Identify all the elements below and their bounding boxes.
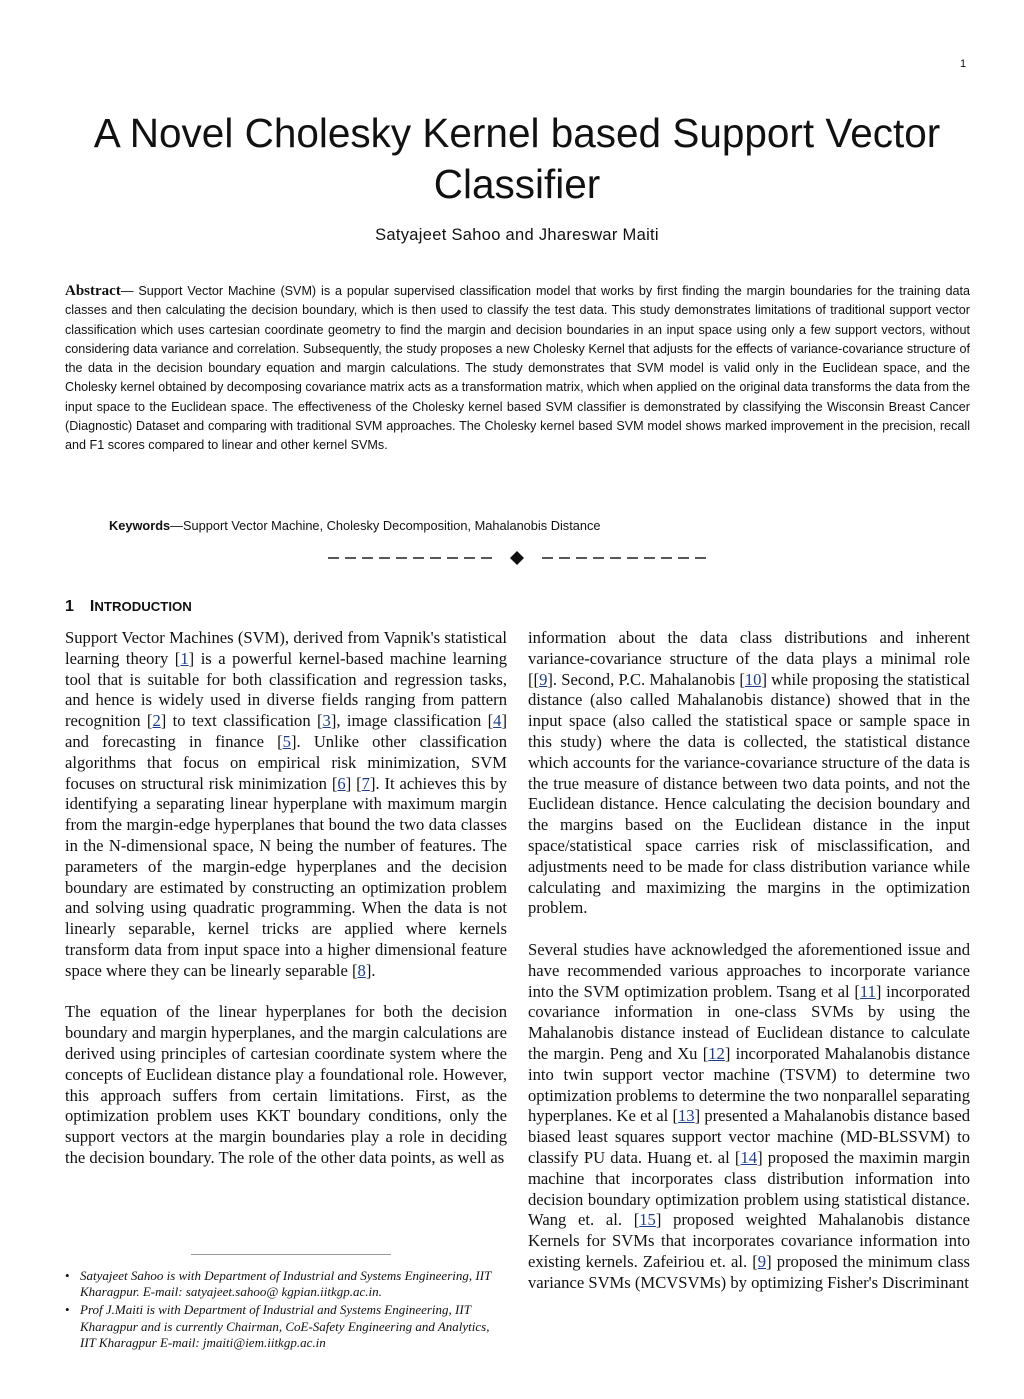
citation-link[interactable]: 9 bbox=[757, 1251, 767, 1271]
keywords-dash: — bbox=[170, 518, 183, 533]
footnote-text: Prof J.Maiti is with Department of Industrial and Systems Engineering, IIT Kharagpur and is currently Chairman, CoE-Safety Engineering and Analytics, IIT Kharagpur E-mail: jmaiti@iem.iitkgp.ac.in bbox=[80, 1302, 490, 1350]
text-run: ] and forecasting in finance [ bbox=[65, 711, 507, 751]
text-run: ] while proposing the statistical distance (also called Mahalanobis distance) showed that in the input space (also called the statistical space or sample space in this study) where the data is collected, the statistical distance which accounts for the variance-covariance structure of the data is the true measure of distance between two data points, and not the Euclidean distance. Hence calculating the decision boundary and the margins based on the Euclidean distance in the input space/statistical space carries risk of misclassification, and adjustments need to be made for class distribution variance while calculating and maximizing the margins in the optimization problem. bbox=[528, 669, 970, 918]
citation-link[interactable]: 4 bbox=[493, 711, 502, 731]
citation-link[interactable]: 15 bbox=[639, 1210, 656, 1230]
text-run: ] proposed the minimum class variance SVMs (MCVSVMs) by optimizing Fisher's Discriminant bbox=[528, 1251, 970, 1292]
abstract bbox=[65, 282, 970, 456]
citation-link[interactable]: 10 bbox=[744, 669, 762, 689]
keywords-text: Support Vector Machine, Cholesky Decomposition, Mahalanobis Distance bbox=[182, 518, 601, 533]
bullet-icon: • bbox=[65, 1302, 70, 1318]
text-run: The equation of the linear hyperplanes for both the decision boundary and margin hyperplanes, and the margin calculations are derived using principles of cartesian coordinate system where the concepts of Euclidean distance play a foundational role. However, this approach suffers from certain limitations. First, as the optimization problem uses KKT boundary conditions, only the support vectors at the margin boundaries play a role in deciding the decision boundary. The role of the other data points, as well as bbox=[65, 1002, 507, 1167]
footnote-text: Satyajeet Sahoo is with Department of Industrial and Systems Engineering, IIT Kharagpur. E-mail: satyajeet.sahoo@ kgpian.iitkgp.ac.in. bbox=[80, 1268, 492, 1300]
page-number: 1 bbox=[960, 58, 967, 70]
keywords bbox=[109, 518, 979, 533]
keywords-label: Keywords bbox=[109, 518, 171, 533]
text-run: information about the data class distributions and inherent variance-covariance structure of the data plays a minimal role [[ bbox=[528, 628, 970, 689]
citation-link[interactable]: 13 bbox=[678, 1106, 695, 1126]
text-run: ] is a powerful kernel-based machine learning tool that is suitable for both classification and regression tasks, and hence is widely used in diverse fields ranging from pattern recognition [ bbox=[65, 648, 507, 731]
citation-link[interactable]: 5 bbox=[282, 731, 291, 751]
text-run: ]. It achieves this by identifying a separating linear hyperplane with maximum margin from the margin-edge hyperplanes that bound the two data classes in the N-dimensional space, N being the number of features. The parameters of the margin-edge hyperplanes and the decision boundary are estimated by constructing an optimization problem and solving using quadratic programming. When the data is not linearly separable, kernel tricks are applied where kernels transform data from input space into a higher dimensional feature space where they can be linearly separable [ bbox=[65, 773, 508, 980]
text-run: ], image classification [ bbox=[330, 711, 494, 731]
bullet-icon: • bbox=[65, 1268, 70, 1283]
citation-link[interactable]: 6 bbox=[337, 773, 346, 793]
footnote-item bbox=[65, 1268, 507, 1300]
diamond-icon bbox=[510, 551, 524, 565]
paragraph-3 bbox=[528, 940, 970, 1294]
citation-link[interactable]: 14 bbox=[740, 1147, 758, 1167]
paragraph-2-continued bbox=[528, 628, 970, 919]
right-column bbox=[528, 628, 970, 1294]
footnotes bbox=[65, 1268, 507, 1353]
paragraph-2 bbox=[65, 1002, 507, 1168]
abstract-text: Support Vector Machine (SVM) is a popular supervised classification model that works by first finding the margin boundaries for the training data classes and then calculating the decision boundary, which is then used to classify the test data. This study demonstrates limitations of traditional support vector classification which uses cartesian coordinate geometry to find the margin and decision boundaries in an input space using only a few support vectors, without considering data variance and correlation. Subsequently, the study proposes a new Cholesky Kernel that adjusts for the effects of variance-covariance structure of the data in the decision boundary equation and margin calculations. The study demonstrates that SVM model is valid only in the Euclidean space, and the Cholesky kernel obtained by decomposing covariance matrix acts as a transformation matrix, which when applied on the original data transforms the data from the input space to the Euclidean space. The effectiveness of the Cholesky kernel based SVM classifier is demonstrated by classifying the Wisconsin Breast Cancer (Diagnostic) Dataset and comparing with traditional SVM approaches. The Cholesky kernel based SVM model shows marked improvement in the precision, recall and F1 scores compared to linear and other kernel SVMs. bbox=[65, 284, 970, 453]
footnote-item bbox=[65, 1302, 507, 1351]
text-run: ] to text classification [ bbox=[160, 711, 323, 731]
paper-title: A Novel Cholesky Kernel based Support Vector Classifier bbox=[93, 110, 941, 207]
author-list: Satyajeet Sahoo and Jhareswar Maiti bbox=[375, 226, 659, 244]
text-run: Several studies have acknowledged the aforementioned issue and have recommended various approaches to incorporate variance into the SVM optimization problem. Tsang et al [ bbox=[528, 939, 970, 1001]
citation-link[interactable]: 12 bbox=[708, 1043, 725, 1063]
abstract-label: Abstract bbox=[65, 283, 121, 299]
section-title-initial: I bbox=[89, 598, 95, 615]
citation-link[interactable]: 9 bbox=[539, 669, 548, 689]
citation-link[interactable]: 3 bbox=[322, 711, 331, 731]
text-run: ] presented a Mahalanobis distance based biased least squares support vector machine (MD-BLSSVM) to classify PU data. Huang et. al [ bbox=[528, 1106, 970, 1167]
text-run: ] incorporated covariance information in one-class SVMs by using the Mahalanobis distance instead of Euclidean distance to calculate the margin. Peng and Xu [ bbox=[528, 981, 970, 1063]
section-heading-introduction bbox=[65, 598, 192, 616]
text-run: ]. Second, P.C. Mahalanobis [ bbox=[547, 669, 745, 689]
citation-link[interactable]: 1 bbox=[180, 648, 189, 668]
text-run: ] incorporated Mahalanobis distance into twin support vector machine (TSVM) to determine two optimization problems to determine the two nonparallel separating hyperplanes. Ke et al [ bbox=[528, 1043, 971, 1126]
text-run: ] proposed weighted Mahalanobis distance Kernels for SVMs that incorporates covariance information into existing kernels. Zafeiriou et. al. [ bbox=[528, 1210, 970, 1271]
citation-link[interactable]: 2 bbox=[152, 711, 161, 731]
left-column bbox=[65, 628, 507, 1169]
citation-link[interactable]: 7 bbox=[361, 773, 370, 793]
section-title-rest: NTRODUCTION bbox=[94, 599, 192, 614]
text-run: ] [ bbox=[345, 773, 362, 793]
footnote-rule bbox=[191, 1254, 391, 1255]
text-run: ] proposed the maximin margin machine that incorporates class distribution information into decision boundary optimization problem using statistical distance. Wang et. al. [ bbox=[528, 1147, 970, 1230]
citation-link[interactable]: 11 bbox=[859, 981, 876, 1001]
text-run: Support Vector Machines (SVM), derived from Vapnik's statistical learning theory [ bbox=[65, 628, 507, 668]
section-number: 1 bbox=[65, 598, 74, 615]
abstract-dash: — bbox=[120, 284, 139, 298]
paragraph-1 bbox=[65, 628, 507, 982]
section-divider bbox=[326, 548, 710, 568]
text-run: ]. bbox=[365, 960, 376, 980]
text-run: ]. Unlike other classification algorithms that focus on empirical risk minimization, SVM focuses on structural risk minimization [ bbox=[65, 731, 507, 793]
citation-link[interactable]: 8 bbox=[357, 960, 366, 980]
